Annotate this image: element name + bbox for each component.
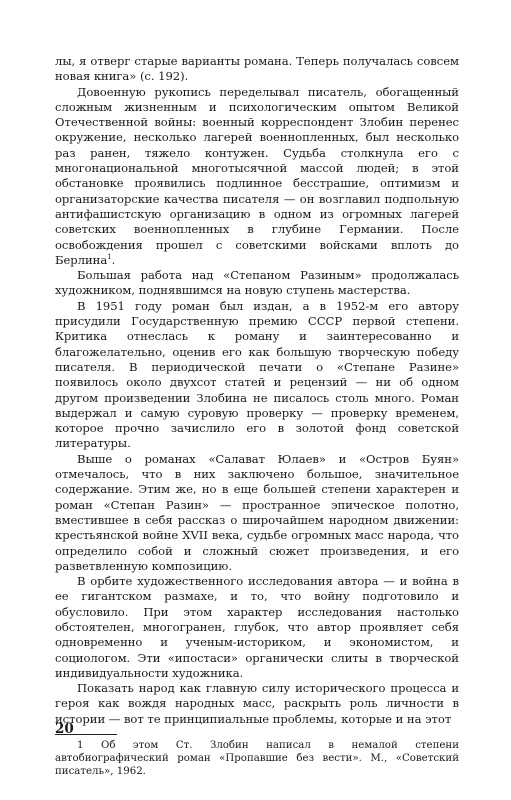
paragraph: В 1951 году роман был издан, а в 1952-м его автору присудили Государственную премию СССР первой степени. Критика отнеслась к роману и заинтересованно и благожелательно, оценив его как большую творческую победу писателя. В периодической печати о «Степане Разине» появилось около двухсот статей и рецензий — ни об одном другом произведении Злобина не писалось столь много. Роман выдержал и самую суровую проверку — проверку временем, которое прочно зачислило его в золотой фонд советской литературы. <box>55 298 459 451</box>
paragraph-end: . <box>111 252 116 267</box>
paragraph-text: Довоенную рукопись переделывал писатель, обогащенный сложным жизненным и психологическим опытом Великой Отечественной войны: военный корреспондент Злобин перенес окружение, несколько лагерей военнопленных, был несколько раз ранен, тяжело контужен. Судьба столкнула его с многонациональной многотысячной массой людей; в этой обстановке проявились подлинное бесстрашие, оптимизм и организаторские качества писателя — он возглавил подпольную антифашистскую организацию в одном из огромных лагерей советских военнопленных в глубине Германии. После освобождения прошел с советскими войсками вплоть до Берлина <box>55 84 459 267</box>
footnote-marker: 1 <box>107 253 112 261</box>
book-page <box>55 54 459 778</box>
paragraph <box>55 85 459 269</box>
paragraph: Большая работа над «Степаном Разиным» продолжалась художником, поднявшимся на новую ступень мастерства. <box>55 268 459 298</box>
footnote: 1 Об этом Ст. Злобин написал в немалой степени автобиографический роман «Пропавшие без вести». М., «Советский писатель», 1962. <box>55 740 459 778</box>
paragraph: Показать народ как главную силу исторического процесса и героя как вождя народных масс, раскрыть роль личности в истории — вот те принципиальные проблемы, которые и на этот <box>55 681 459 726</box>
page-number: 20 <box>55 721 74 737</box>
paragraph: В орбите художественного исследования автора — и война в ее гигантском размахе, и то, что войну подготовило и обусловило. При этом характер исследования настолько обстоятелен, многогранен, глубок, что автор проявляет себя одновременно и ученым-историком, и экономистом, и социологом. Эти «ипостаси» органически слиты в творческой индивидуальности художника. <box>55 574 459 680</box>
paragraph-continuation: лы, я отверг старые варианты романа. Теперь получалась совсем новая книга» (с. 192). <box>55 54 459 84</box>
main-text <box>55 54 459 727</box>
paragraph: Выше о романах «Салават Юлаев» и «Остров Буян» отмечалось, что в них заключено большое, значительное содержание. Этим же, но в еще большей степени характерен и роман «Степан Разин» — пространное эпическое полотно, вместившее в себя рассказ о широчайшем народном движении: крестьянской войне XVII века, судьбе огромных масс народа, что определило собой и сложный сюжет произведения, и его разветвленную композицию. <box>55 451 459 573</box>
